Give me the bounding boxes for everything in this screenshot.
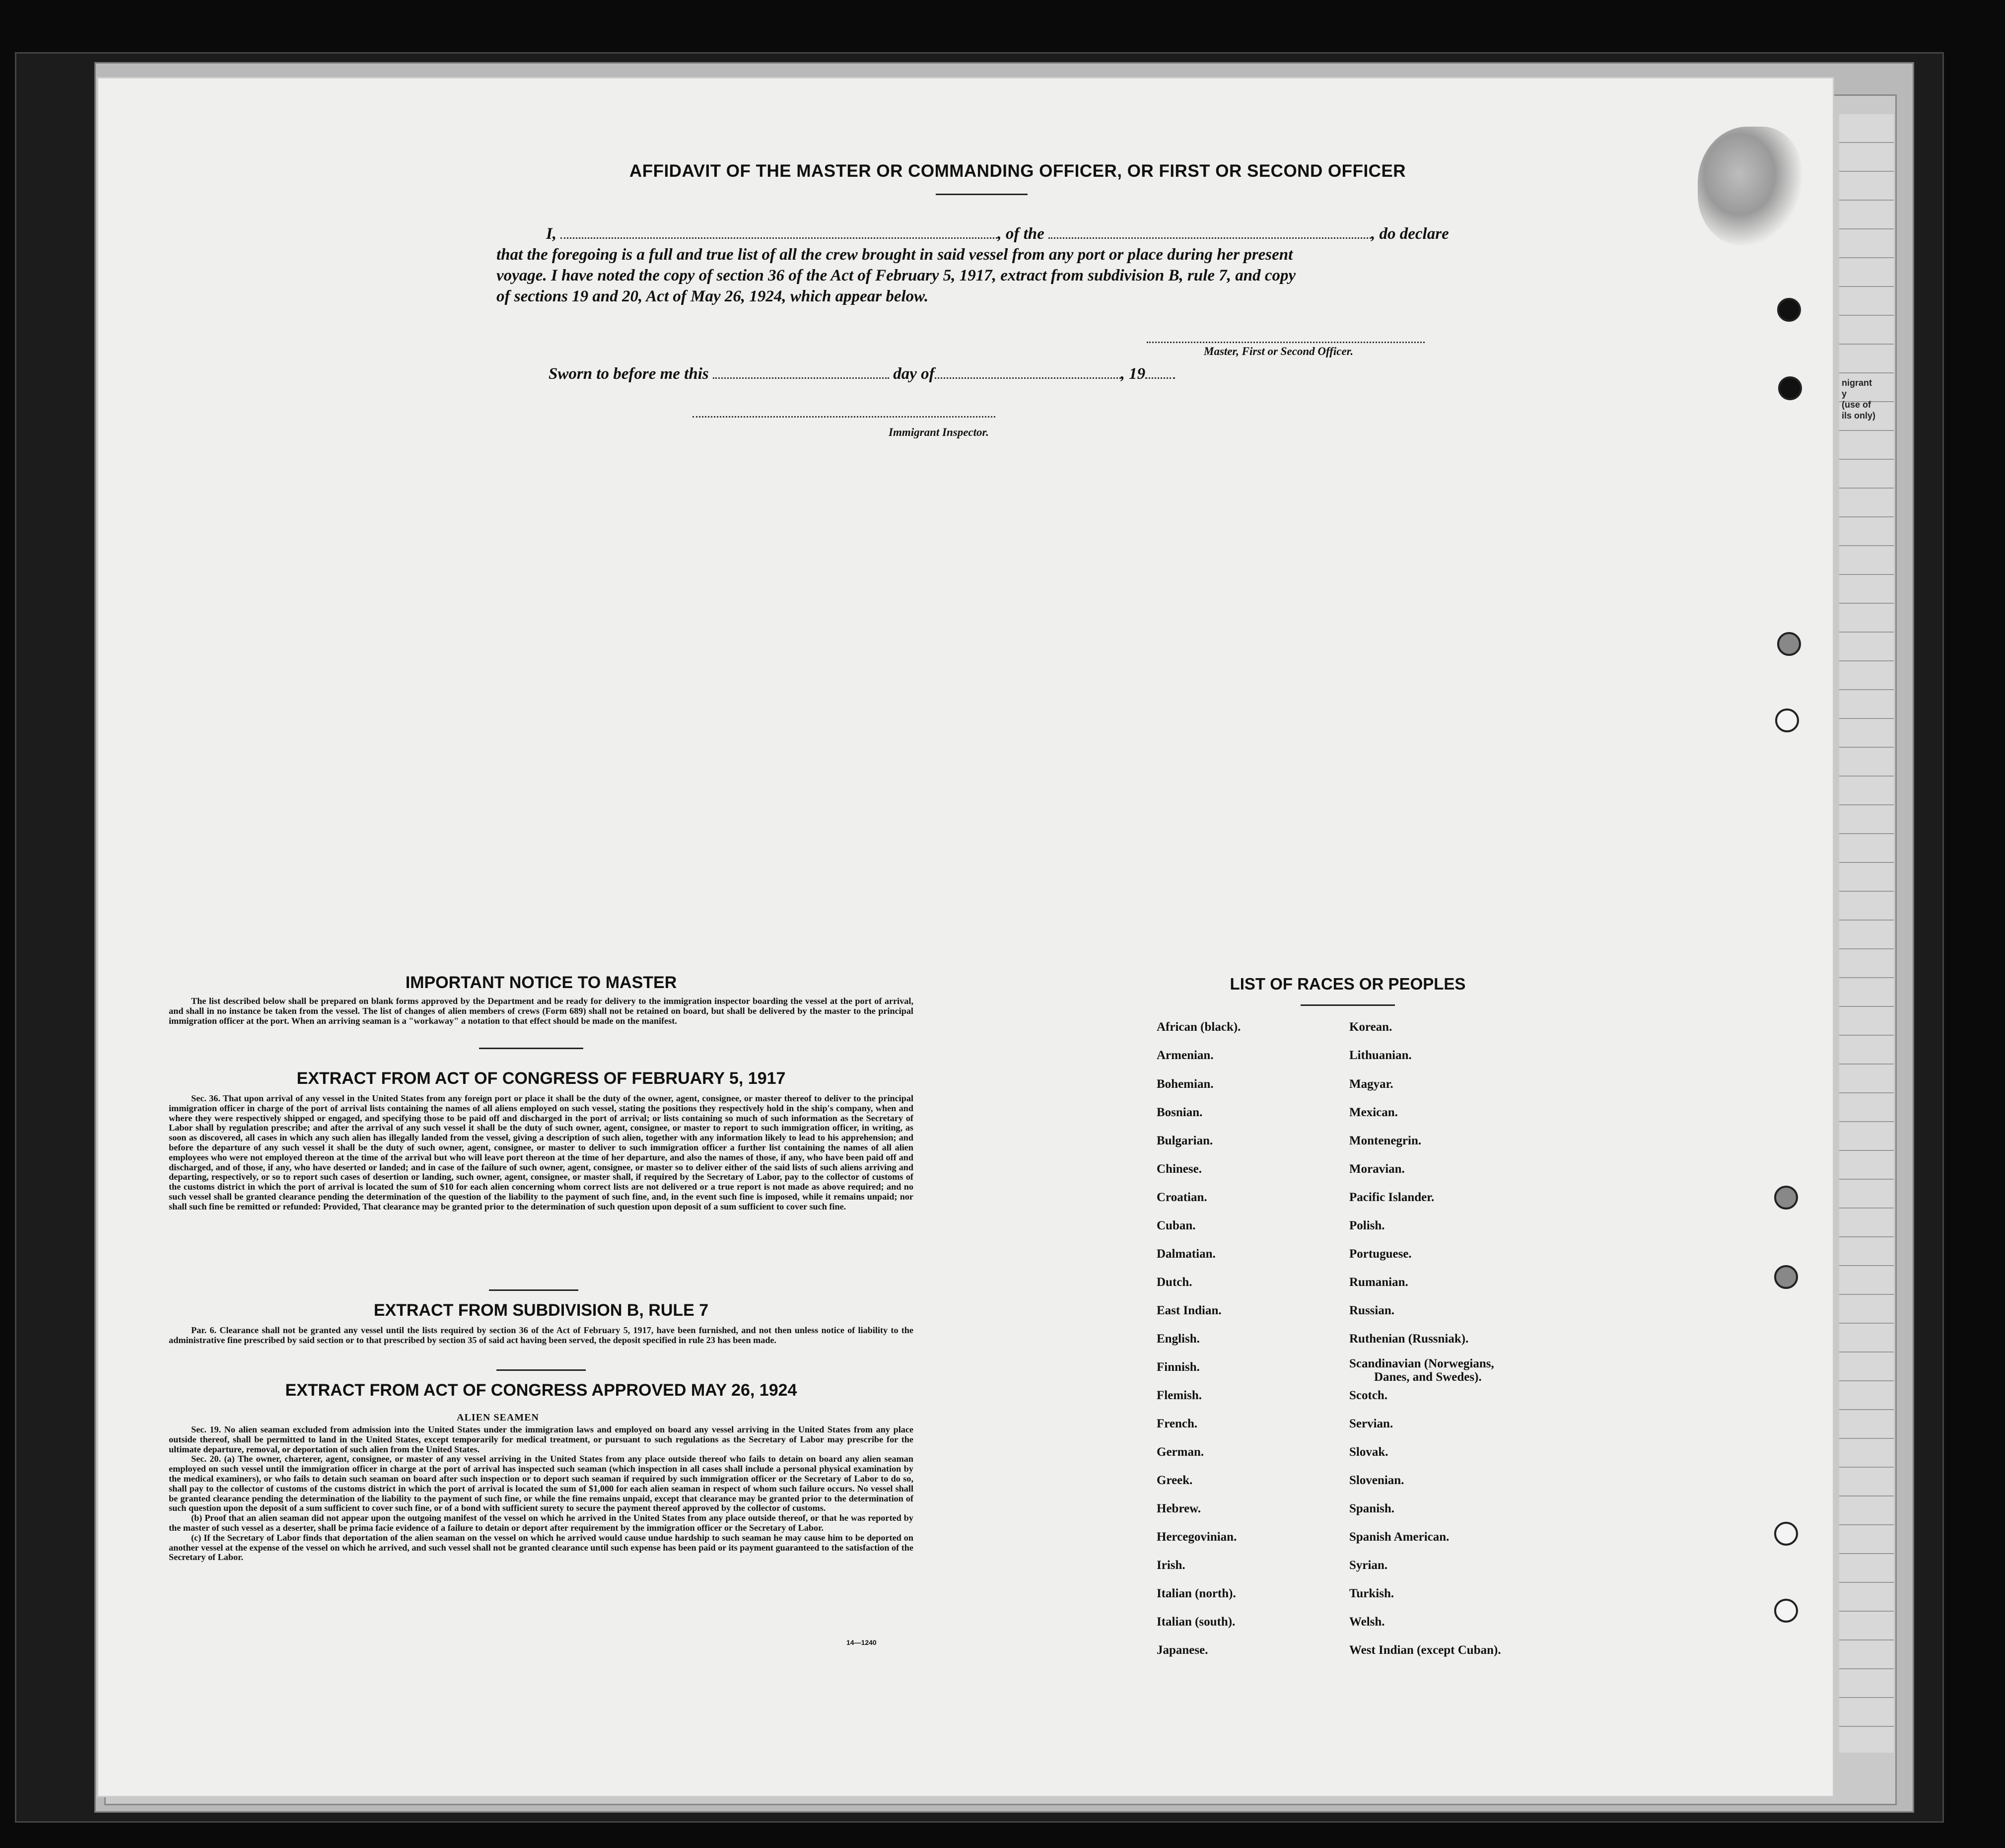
race-item: Slovak.	[1349, 1445, 1388, 1459]
race-item: Mexican.	[1349, 1106, 1398, 1119]
form-number: 14—1240	[846, 1638, 877, 1646]
race-item: Cuban.	[1157, 1219, 1196, 1232]
race-item: Korean.	[1349, 1020, 1392, 1034]
section-rule	[479, 1048, 583, 1049]
inspector-caption: Immigrant Inspector.	[889, 426, 989, 438]
extract-1917-text: Sec. 36. That upon arrival of any vessel in the United States from any foreign port or place it shall be the duty of the owner, agent, consignee, or master thereof to deliver to the principal immigration officer in charge of the port of arrival lists containing the names of all aliens employed on such vessel, stating the positions they respectively hold in the ship's company, when and where they were respectively shipped or engaged, and specifying those to be paid off and discharged in the port of arrival; or lists containing so much of such information as the Secretary of Labor shall by regulation prescribe; and after the arrival of any such vessel it shall be the duty of such owner, agent, consignee, or master to report to such immigration officer, in writing, as soon as discovered, all cases in which any such alien has illegally landed from the vessel, giving a description of such alien, together with any information likely to lead to his apprehension; and before the departure of any such vessel it shall be the duty of such owner, agent, consignee, or master to deliver to such immigration officer a further list containing the names of all alien employees who were not employed thereon at the time of the arrival but who will leave port thereon at the time of her departure, and also the names of those, if any, who have been paid off and discharged, and of those, if any, who have deserted or landed; and in case of the failure of such owner, agent, consignee, or master so to deliver either of the said lists of such aliens arriving and departing, respectively, or so to report such cases of desertion or landing, such owner, agent, consignee, or master shall, if required by the Secretary of Labor, pay to the collector of customs of the customs district in which the port of arrival is located the sum of $10 for each alien concerning whom correct lists are not delivered or a true report is not made as above required; and no such vessel shall be granted clearance pending the determination of the question of the liability to the payment of such fine, and, in the event such fine is imposed, while it remains unpaid; nor shall such fine be remitted or refunded: Provided, That clearance may be granted prior to the determination of such question upon deposit of a sum sufficient to cover such fine.	[169, 1093, 913, 1211]
race-item: Dalmatian.	[1157, 1247, 1216, 1261]
race-item: East Indian.	[1157, 1304, 1222, 1317]
punch-hole	[1774, 1186, 1798, 1209]
race-item: Scotch.	[1349, 1389, 1388, 1402]
race-item: Servian.	[1349, 1417, 1393, 1430]
race-item: African (black).	[1157, 1020, 1241, 1034]
race-item: Moravian.	[1349, 1162, 1405, 1176]
notice-text: The list described below shall be prepared on blank forms approved by the Department and be ready for delivery to the immigration inspector boarding the vessel at the port of arrival, and shall in no instance be taken from the vessel. The list of changes of alien members of crews (Form 689) shall not be retained on board, but shall be delivered by the master to the principal immigration officer at the port. When an arriving seaman is a "workaway" a notation to that effect should be made on the manifest.	[169, 996, 913, 1026]
title-rule	[936, 194, 1028, 195]
race-item: Montenegrin.	[1349, 1134, 1422, 1147]
race-item: Danes, and Swedes).	[1374, 1370, 1482, 1384]
ruled-page-edge	[1839, 114, 1894, 1753]
extract-rule7-text: Par. 6. Clearance shall not be granted any vessel until the lists required by section 36 of the Act of February 5, 1917, have been furnished, and not then unless notice of liability to the administrative fine prescribed by said section or to that prescribed by section 35 of said act having been served, the deposit specified in rule 23 has been made.	[169, 1325, 913, 1345]
race-item: Syrian.	[1349, 1559, 1388, 1572]
race-item: Scandinavian (Norwegians,	[1349, 1357, 1494, 1370]
extract-1917-title: EXTRACT FROM ACT OF CONGRESS OF FEBRUARY 5, 1917	[296, 1069, 786, 1088]
race-item: Armenian.	[1157, 1049, 1214, 1062]
punch-hole	[1774, 1265, 1798, 1289]
race-item: Dutch.	[1157, 1276, 1192, 1289]
extract-rule7-title: EXTRACT FROM SUBDIVISION B, RULE 7	[373, 1301, 709, 1320]
races-title-rule	[1301, 1004, 1395, 1006]
extract-1924-text: Sec. 19. No alien seaman excluded from admission into the United States under the immigration laws and employed on board any vessel arriving in the United States from any place outside thereof, shall be permitted to land in the United States, except temporarily for medical treatment, or pursuant to such regulations as the Secretary of Labor may prescribe for the ultimate departure, removal, or deportation of such alien from the United States. Sec. 20. (a) The owner, charterer, agent, consignee, or master of any vessel arriving in the United States from any place outside thereof who fails to detain on board any alien seaman employed on such vessel until the immigration officer in charge at the port of arrival has inspected such seaman (which inspection in all cases shall include a personal physical examination by the medical examiners), or who fails to detain such seaman on board after such inspection or to deport such seaman if required by such immigration officer or the Secretary of Labor to do so, shall pay to the collector of customs of the customs district in which the port of arrival is located the sum of $1,000 for each alien seaman in respect of whom such failure occurs. No vessel shall be granted clearance pending the determination of the liability to the payment of such fine, or while the fine remains unpaid, except that clearance may be granted prior to the determination of such question upon the deposit of a sum sufficient to cover such fine, or of a bond with sufficient surety to secure the payment thereof approved by the collector of customs. (b) Proof that an alien seaman did not appear upon the outgoing manifest of the vessel on which he arrived in the United States from any place outside thereof, or that he was reported by the master of such vessel as a deserter, shall be prima facie evidence of a failure to detain or deport after requirement by the immigration officer or the Secretary of Labor. (c) If the Secretary of Labor finds that deportation of the alien seaman on the vessel on which he arrived would cause undue hardship to such seaman he may cause him to be deported on another vessel at the expense of the vessel on which he arrived, and such vessel shall not be granted clearance until such expense has been paid or its payment guaranteed to the satisfaction of the Secretary of Labor.	[169, 1424, 913, 1563]
notice-title: IMPORTANT NOTICE TO MASTER	[405, 973, 677, 992]
race-item: Hercegovinian.	[1157, 1530, 1237, 1544]
race-item: West Indian (except Cuban).	[1349, 1643, 1501, 1657]
day-blank	[713, 365, 889, 379]
race-item: Bulgarian.	[1157, 1134, 1213, 1147]
race-item: Finnish.	[1157, 1360, 1200, 1374]
punch-hole	[1774, 1599, 1798, 1623]
race-item: Ruthenian (Russniak).	[1349, 1332, 1469, 1346]
section-rule	[496, 1369, 586, 1371]
race-item: Irish.	[1157, 1559, 1185, 1572]
punch-hole	[1778, 376, 1802, 400]
race-item: Slovenian.	[1349, 1474, 1404, 1487]
race-item: French.	[1157, 1417, 1198, 1430]
master-signature-line	[1147, 342, 1425, 343]
name-blank	[560, 225, 997, 239]
race-item: Croatian.	[1157, 1191, 1207, 1204]
races-title: LIST OF RACES OR PEOPLES	[1230, 975, 1466, 993]
sworn-line: Sworn to before me this day of , 19	[549, 365, 1175, 383]
inspector-signature-line	[692, 416, 995, 418]
race-item: Spanish American.	[1349, 1530, 1450, 1544]
master-caption: Master, First or Second Officer.	[1204, 345, 1354, 357]
year-blank	[1145, 365, 1175, 379]
alien-seamen-subtitle: ALIEN SEAMEN	[457, 1412, 539, 1423]
month-blank	[935, 365, 1121, 379]
race-item: Hebrew.	[1157, 1502, 1201, 1515]
race-item: Italian (south).	[1157, 1615, 1236, 1629]
race-item: Turkish.	[1349, 1587, 1394, 1600]
race-item: Bosnian.	[1157, 1106, 1203, 1119]
affidavit-title: AFFIDAVIT OF THE MASTER OR COMMANDING OFFICER, OR FIRST OR SECOND OFFICER	[629, 161, 1406, 181]
race-item: Italian (north).	[1157, 1587, 1236, 1600]
race-item: Russian.	[1349, 1304, 1395, 1317]
race-item: Polish.	[1349, 1219, 1385, 1232]
race-item: Rumanian.	[1349, 1276, 1408, 1289]
vessel-blank	[1048, 225, 1371, 239]
race-item: English.	[1157, 1332, 1200, 1346]
edge-text-fragment: nigrant y (use of ils only)	[1842, 378, 1876, 421]
extract-1924-title: EXTRACT FROM ACT OF CONGRESS APPROVED MAY 26, 1924	[285, 1381, 797, 1400]
punch-hole	[1775, 709, 1799, 732]
punch-hole	[1774, 1522, 1798, 1546]
race-item: German.	[1157, 1445, 1204, 1459]
race-item: Pacific Islander.	[1349, 1191, 1435, 1204]
race-item: Greek.	[1157, 1474, 1193, 1487]
race-item: Bohemian.	[1157, 1077, 1214, 1091]
race-item: Magyar.	[1349, 1077, 1393, 1091]
punch-hole	[1777, 298, 1801, 322]
race-item: Chinese.	[1157, 1162, 1202, 1176]
punch-hole	[1777, 632, 1801, 656]
race-item: Lithuanian.	[1349, 1049, 1412, 1062]
race-item: Portuguese.	[1349, 1247, 1412, 1261]
race-item: Japanese.	[1157, 1643, 1208, 1657]
race-item: Flemish.	[1157, 1389, 1202, 1402]
race-item: Spanish.	[1349, 1502, 1395, 1515]
section-rule	[489, 1289, 578, 1291]
affidavit-statement: I, , of the , do declare that the foregoing is a full and true list of all the crew brought in said vessel from any port or place during her present voyage. I have noted the copy of section 36 of the Act of February 5, 1917, extract from subdivision B, rule 7, and copy of sections 19 and 20, Act of May 26, 1924, which appear below.	[496, 225, 1449, 305]
race-item: Welsh.	[1349, 1615, 1385, 1629]
